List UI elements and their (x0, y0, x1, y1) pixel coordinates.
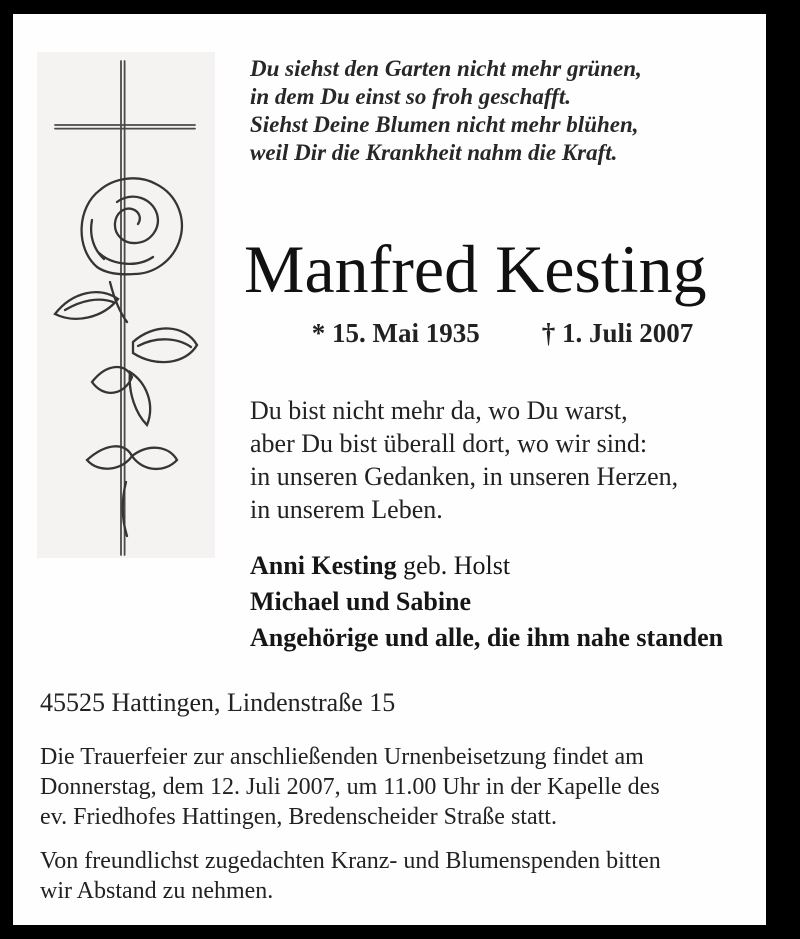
donation-note (40, 846, 661, 906)
poem-line-4: weil Dir die Krankheit nahm die Kraft. (250, 140, 618, 165)
poem-line-1: Du siehst den Garten nicht mehr grünen, (250, 56, 642, 81)
mourner-line-3 (250, 620, 723, 656)
mourner-line-2 (250, 584, 723, 620)
memorial-verse (250, 394, 678, 526)
funeral-line-3: ev. Friedhofes Hattingen, Bredenscheider Straße statt. (40, 804, 557, 830)
life-dates (250, 318, 755, 349)
birth-date: * 15. Mai 1935 (311, 318, 480, 348)
poem-line-2: in dem Du einst so froh geschafft. (250, 84, 571, 109)
mourners-list (250, 548, 723, 656)
cross-with-rose-icon (37, 52, 215, 558)
mourner-suffix: geb. Holst (396, 551, 511, 580)
family-address: 45525 Hattingen, Lindenstraße 15 (40, 688, 396, 717)
mourner-line-1 (250, 548, 723, 584)
verse-line-3: in unseren Gedanken, in unseren Herzen, (250, 462, 679, 491)
memorial-image (37, 52, 215, 558)
mourner-name: Angehörige und alle, die ihm nahe standen (250, 623, 724, 652)
opening-poem (250, 55, 642, 167)
verse-line-4: in unserem Leben. (250, 495, 443, 524)
notice-sheet (13, 14, 766, 925)
deceased-name: Manfred Kesting (244, 231, 707, 307)
death-date: † 1. Juli 2007 (541, 318, 694, 348)
verse-line-2: aber Du bist überall dort, wo wir sind: (250, 429, 648, 458)
mourner-name: Anni Kesting (250, 551, 397, 580)
funeral-line-2: Donnerstag, dem 12. Juli 2007, um 11.00 Uhr in der Kapelle des (40, 774, 660, 800)
funeral-information (40, 742, 660, 832)
funeral-line-1: Die Trauerfeier zur anschließenden Urnenbeisetzung findet am (40, 744, 644, 770)
mourner-name: Michael und Sabine (250, 587, 472, 616)
donation-line-1: Von freundlichst zugedachten Kranz- und Blumenspenden bitten (40, 848, 661, 874)
verse-line-1: Du bist nicht mehr da, wo Du warst, (250, 396, 628, 425)
poem-line-3: Siehst Deine Blumen nicht mehr blühen, (250, 112, 639, 137)
donation-line-2: wir Abstand zu nehmen. (40, 878, 274, 904)
